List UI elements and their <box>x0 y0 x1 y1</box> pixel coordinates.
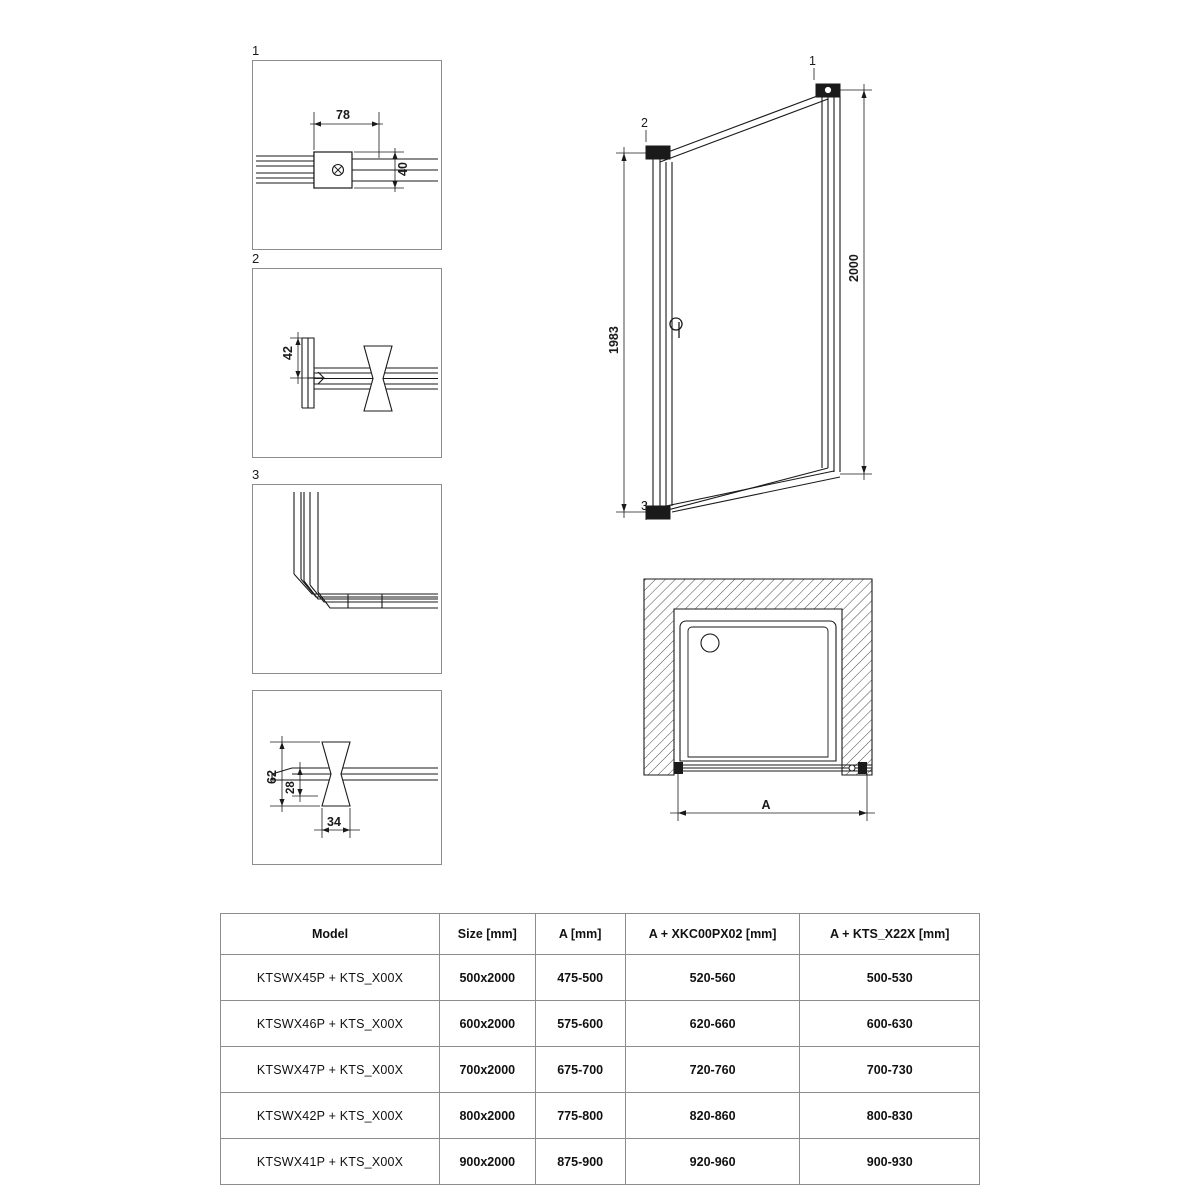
cell-size: 600x2000 <box>440 1001 535 1047</box>
detail-1-drawing <box>252 60 442 250</box>
detail-3-drawing <box>252 484 442 674</box>
cell-a: 475-500 <box>535 955 625 1001</box>
table-header-a: A [mm] <box>535 914 625 955</box>
detail-3-number: 3 <box>252 467 260 482</box>
table-header-a-xkc: A + XKC00PX02 [mm] <box>625 914 800 955</box>
plan-view <box>620 565 910 865</box>
detail-1-dim-40: 40 <box>396 162 410 176</box>
cell-size: 500x2000 <box>440 955 535 1001</box>
table-header-model: Model <box>221 914 440 955</box>
cell-a-xkc: 520-560 <box>625 955 800 1001</box>
table-header-size: Size [mm] <box>440 914 535 955</box>
cell-a-kts: 700-730 <box>800 1047 980 1093</box>
elevation-callout-2: 2 <box>641 116 648 130</box>
cell-size: 900x2000 <box>440 1139 535 1185</box>
cell-model: KTSWX46P + KTS_X00X <box>221 1001 440 1047</box>
table-header-a-kts: A + KTS_X22X [mm] <box>800 914 980 955</box>
elevation-dim-1983: 1983 <box>607 326 621 354</box>
cell-model: KTSWX47P + KTS_X00X <box>221 1047 440 1093</box>
elevation-view <box>600 50 900 550</box>
cell-model: KTSWX41P + KTS_X00X <box>221 1139 440 1185</box>
elevation-dim-2000: 2000 <box>847 254 861 282</box>
cell-a-xkc: 820-860 <box>625 1093 800 1139</box>
detail-2-number: 2 <box>252 251 260 266</box>
elevation-callout-1: 1 <box>809 54 816 68</box>
cell-size: 800x2000 <box>440 1093 535 1139</box>
table-row <box>221 1047 980 1093</box>
table-row <box>221 1139 980 1185</box>
cell-a-xkc: 620-660 <box>625 1001 800 1047</box>
cell-a: 675-700 <box>535 1047 625 1093</box>
cell-a-kts: 800-830 <box>800 1093 980 1139</box>
detail-1-number: 1 <box>252 43 260 58</box>
table-row <box>221 1093 980 1139</box>
specification-table <box>220 913 980 1185</box>
table-header-row <box>221 914 980 955</box>
cell-model: KTSWX45P + KTS_X00X <box>221 955 440 1001</box>
cell-size: 700x2000 <box>440 1047 535 1093</box>
detail-2-dim-42: 42 <box>281 346 295 360</box>
cell-model: KTSWX42P + KTS_X00X <box>221 1093 440 1139</box>
table-row <box>221 1001 980 1047</box>
cell-a: 875-900 <box>535 1139 625 1185</box>
detail-4-drawing <box>252 690 442 865</box>
cell-a-xkc: 920-960 <box>625 1139 800 1185</box>
cell-a-kts: 600-630 <box>800 1001 980 1047</box>
cell-a-kts: 500-530 <box>800 955 980 1001</box>
plan-dim-a: A <box>761 798 771 812</box>
cell-a: 575-600 <box>535 1001 625 1047</box>
elevation-callout-3: 3 <box>641 499 648 513</box>
cell-a-kts: 900-930 <box>800 1139 980 1185</box>
detail-1-dim-78: 78 <box>336 108 350 122</box>
detail-4-dim-62: 62 <box>265 770 279 784</box>
detail-4-dim-28: 28 <box>285 781 297 794</box>
cell-a: 775-800 <box>535 1093 625 1139</box>
table-row <box>221 955 980 1001</box>
detail-2-drawing <box>252 268 442 458</box>
cell-a-xkc: 720-760 <box>625 1047 800 1093</box>
detail-4-dim-34: 34 <box>327 815 341 829</box>
